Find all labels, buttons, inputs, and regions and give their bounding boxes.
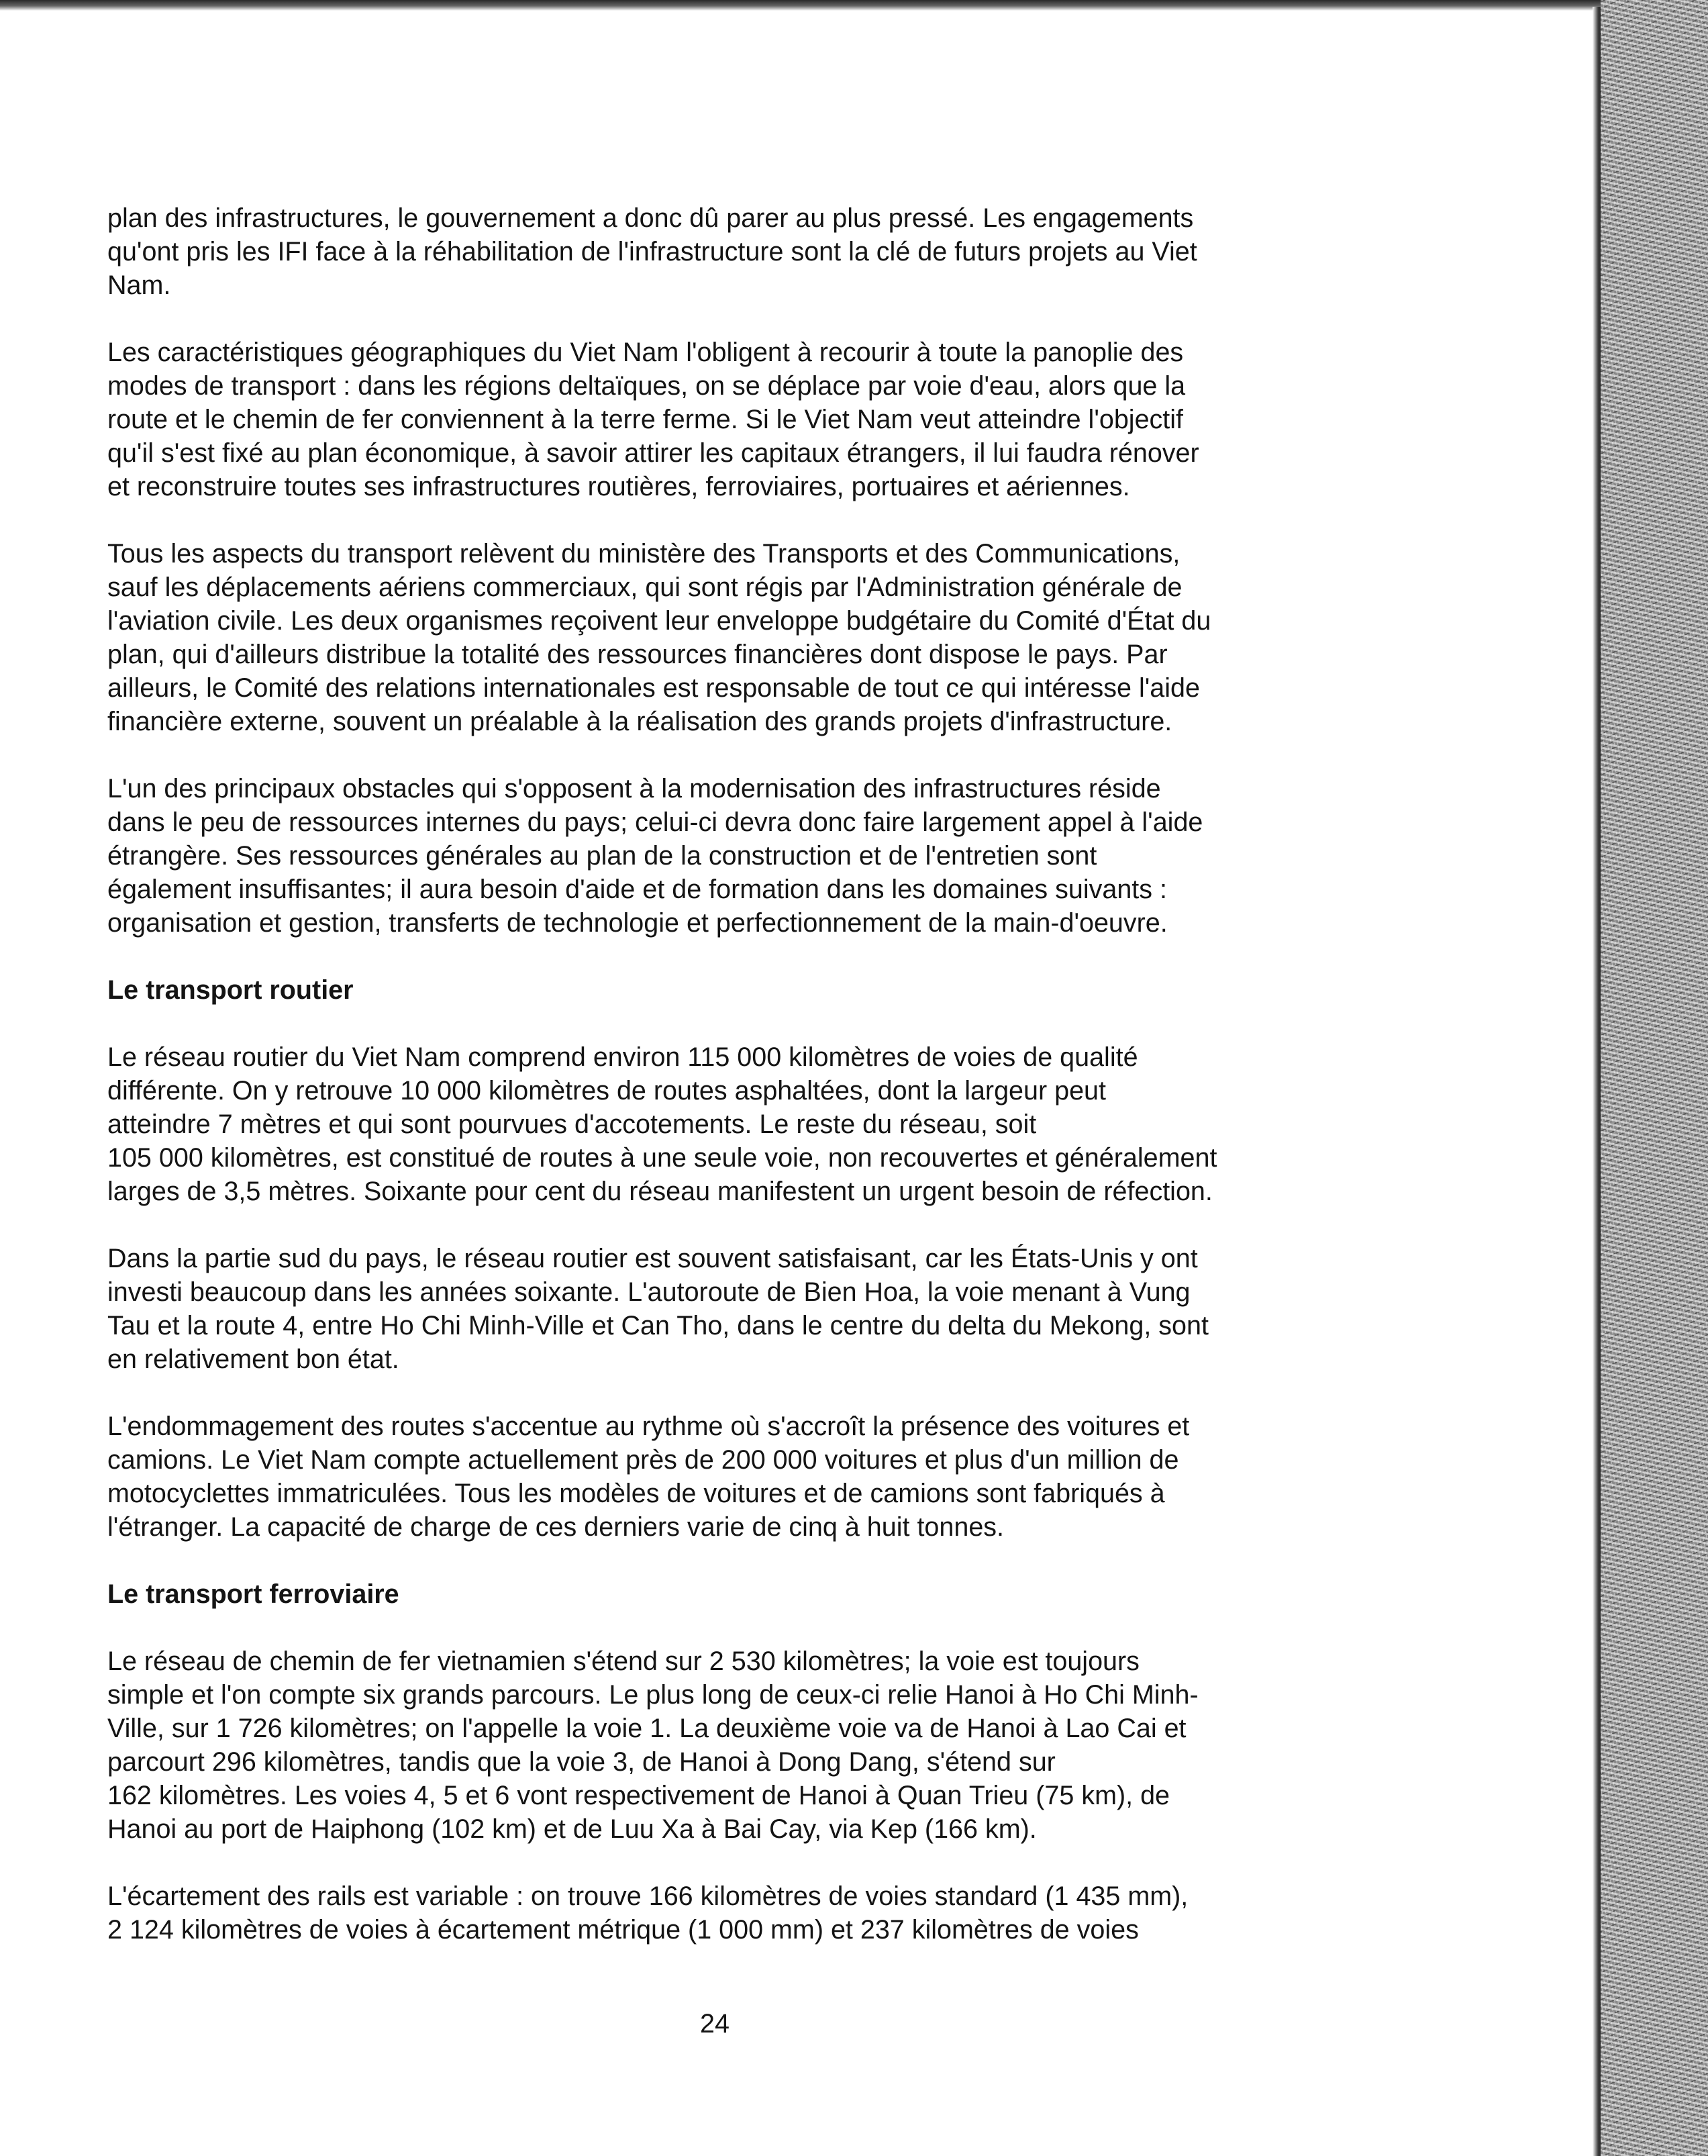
paragraph-modernisation-obstacles: L'un des principaux obstacles qui s'opposent à la modernisation des infrastructures réside dans le peu de ressources internes du pays; celui-ci devra donc faire largement appel à l'aide étrangère. Ses ressources générales au plan de la construction et de l'entretien sont également insuffisantes; il aura besoin d'aide et de formation dans les domaines suivants : organisation et gestion, transferts de technologie et perfectionnement de la main-d'oeuvre. [107,774,1203,938]
paragraph-ministry-of-transport: Tous les aspects du transport relèvent du ministère des Transports et des Communications, sauf les déplacements aériens commerciaux, qui sont régis par l'Administration générale de l'aviation civile. Les deux organismes reçoivent leur enveloppe budgétaire du Comité d'État du plan, qui d'ailleurs distribue la totalité des ressources financières dont dispose le pays. Par ailleurs, le Comité des relations internationales est responsable de tout ce qui intéresse l'aide financière externe, souvent un préalable à la réalisation des grands projets d'infrastructure. [107,539,1211,736]
section-heading-rail-transport: Le transport ferroviaire [107,1579,399,1609]
section-heading-road-transport: Le transport routier [107,975,354,1005]
document-body [107,201,1349,1980]
paragraph-road-damage: L'endommagement des routes s'accentue au rythme où s'accroît la présence des voitures et camions. Le Viet Nam compte actuellement près de 200 000 voitures et plus d'un million de motocyclettes immatriculées. Tous les modèles de voitures et de camions sont fabriqués à l'étranger. La capacité de charge de ces derniers varie de cinq à huit tonnes. [107,1412,1190,1542]
scan-margin-texture [1601,0,1708,2156]
paragraph-geographic-characteristics: Les caractéristiques géographiques du Viet Nam l'obligent à recourir à toute la panoplie des modes de transport : dans les régions deltaïques, on se déplace par voie d'eau, alors que la route et le chemin de fer conviennent à la terre ferme. Si le Viet Nam veut atteindre l'objectif qu'il s'est fixé au plan économique, à savoir attirer les capitaux étrangers, il lui faudra rénover et reconstruire toutes ses infrastructures routières, ferroviaires, portuaires et aériennes. [107,338,1199,501]
paragraph-rail-network: Le réseau de chemin de fer vietnamien s'étend sur 2 530 kilomètres; la voie est toujours simple et l'on compte six grands parcours. Le plus long de ceux-ci relie Hanoi à Ho Chi Minh- Ville, sur 1 726 kilomètres; on l'appelle la voie 1. La deuxième voie va de Hanoi à Lao Cai et parcourt 296 kilomètres, tandis que la voie 3, de Hanoi à Dong Dang, s'étend sur 162 kilomètres. Les voies 4, 5 et 6 vont respectivement de Hanoi à Quan Trieu (75 km), de Hanoi au port de Haiphong (102 km) et de Luu Xa à Bai Cay, via Kep (166 km). [107,1647,1199,1844]
paragraph-infrastructure-plan: plan des infrastructures, le gouvernement a donc dû parer au plus pressé. Les engagements qu'ont pris les IFI face à la réhabilitation de l'infrastructure sont la clé de futurs projets au Viet Nam. [107,203,1197,300]
scan-top-edge [0,0,1611,11]
paragraph-road-network: Le réseau routier du Viet Nam comprend environ 115 000 kilomètres de voies de qualité différente. On y retrouve 10 000 kilomètres de routes asphaltées, dont la largeur peut atteindre 7 mètres et qui sont pourvues d'accotements. Le reste du réseau, soit 105 000 kilomètres, est constitué de routes à une seule voie, non recouvertes et généralement larges de 3,5 mètres. Soixante pour cent du réseau manifestent un urgent besoin de réfection. [107,1042,1217,1206]
page-number: 24 [700,2009,730,2039]
paragraph-rail-gauge: L'écartement des rails est variable : on trouve 166 kilomètres de voies standard (1 435 mm), 2 124 kilomètres de voies à écartement métrique (1 000 mm) et 237 kilomètres de voies [107,1881,1189,1945]
paragraph-south-road-network: Dans la partie sud du pays, le réseau routier est souvent satisfaisant, car les États-Unis y ont investi beaucoup dans les années soixante. L'autoroute de Bien Hoa, la voie menant à Vung Tau et la route 4, entre Ho Chi Minh-Ville et Can Tho, dans le centre du delta du Mekong, sont en relativement bon état. [107,1244,1209,1374]
